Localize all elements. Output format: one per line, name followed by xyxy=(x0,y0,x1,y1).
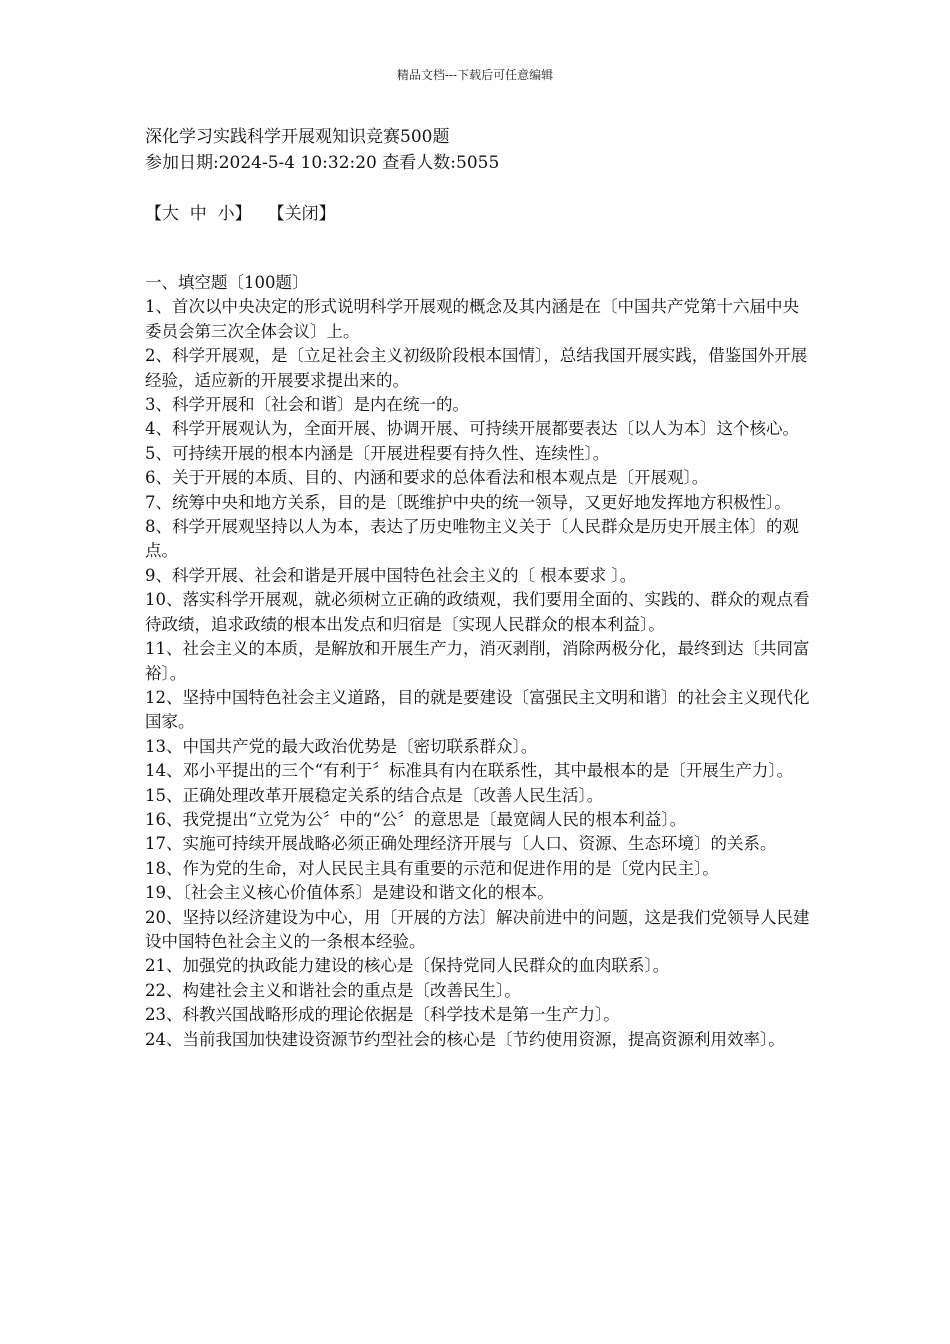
page-header: 精品文档---下载后可任意编辑 xyxy=(396,68,554,82)
question-item: 9、科学开展、社会和谐是开展中国特色社会主义的〔 根本要求 〕。 xyxy=(145,565,637,585)
question-item: 23、科教兴国战略形成的理论依据是〔科学技术是第一生产力〕。 xyxy=(145,1005,620,1025)
question-item: 10、落实科学开展观，就必须树立正确的政绩观，我们要用全面的、实践的、群众的观点看待政绩，追求政绩的根本出发点和归宿是〔实现人民群众的根本利益〕。 xyxy=(145,590,810,634)
section-heading: 一、填空题〔100题〕 xyxy=(145,273,309,292)
question-item: 21、加强党的执政能力建设的核心是〔保持党同人民群众的血肉联系〕。 xyxy=(145,956,670,976)
article-title: 深化学习实践科学开展观知识竞赛500题 xyxy=(145,127,450,147)
question-item: 1、首次以中央决定的形式说明科学开展观的概念及其内涵是在〔中国共产党第十六届中央委员会第三次全体会议〕上。 xyxy=(145,297,799,341)
question-item: 13、中国共产党的最大政治优势是〔密切联系群众〕。 xyxy=(145,736,538,756)
question-item: 5、可持续开展的根本内涵是〔开展进程要有持久性、连续性〕。 xyxy=(145,443,610,463)
question-item: 16、我党提出“立党为公〞中的“公〞的意思是〔最宽阔人民的根本利益〕。 xyxy=(145,809,687,829)
question-item: 20、坚持以经济建设为中心，用〔开展的方法〕解决前进中的问题，这是我们党领导人民建设中国特色社会主义的一条根本经验。 xyxy=(145,907,810,951)
question-item: 22、构建社会主义和谐社会的重点是〔改善民生〕。 xyxy=(145,980,521,1000)
question-item: 19、〔社会主义核心价值体系〕是建设和谐文化的根本。 xyxy=(145,883,554,903)
close-link[interactable]: 【关闭】 xyxy=(267,204,336,224)
question-item: 17、实施可持续开展战略必须正确处理经济开展与〔人口、资源、生态环境〕的关系。 xyxy=(145,834,777,854)
question-item: 6、关于开展的本质、目的、内涵和要求的总体看法和根本观点是〔开展观〕。 xyxy=(145,468,709,488)
question-item: 4、科学开展观认为，全面开展、协调开展、可持续开展都要表达〔以人为本〕这个核心。 xyxy=(145,419,799,439)
font-size-switcher[interactable]: 【大 中 小】 xyxy=(145,204,252,224)
question-item: 18、作为党的生命，对人民民主具有重要的示范和促进作用的是〔党内民主〕。 xyxy=(145,858,719,878)
article-header xyxy=(145,124,810,176)
question-item: 7、统筹中央和地方关系，目的是〔既维护中央的统一领导，又更好地发挥地方积极性〕。 xyxy=(145,492,791,512)
article-meta: 参加日期:2024-5-4 10:32:20 查看人数:5055 xyxy=(145,153,500,173)
text-controls xyxy=(145,201,336,227)
question-item: 2、科学开展观，是〔立足社会主义初级阶段根本国情〕，总结我国开展实践，借鉴国外开展经验，适应新的开展要求提出来的。 xyxy=(145,346,808,390)
question-item: 3、科学开展和〔社会和谐〕是内在统一的。 xyxy=(145,395,469,415)
question-item: 8、科学开展观坚持以人为本，表达了历史唯物主义关于〔人民群众是历史开展主体〕的观点。 xyxy=(145,517,799,561)
question-item: 11、社会主义的本质，是解放和开展生产力，消灭剥削，消除两极分化，最终到达〔共同富裕〕。 xyxy=(145,639,810,683)
question-item: 14、邓小平提出的三个“有利于〞标准具有内在联系性，其中最根本的是〔开展生产力〕。 xyxy=(145,761,794,781)
question-item: 15、正确处理改革开展稳定关系的结合点是〔改善人民生活〕。 xyxy=(145,785,604,805)
question-section xyxy=(145,271,810,1052)
question-item: 12、坚持中国特色社会主义道路，目的就是要建设〔富强民主文明和谐〕的社会主义现代化国家。 xyxy=(145,687,810,732)
question-item: 24、当前我国加快建设资源节约型社会的核心是〔节约使用资源，提高资源利用效率〕。 xyxy=(145,1029,785,1049)
